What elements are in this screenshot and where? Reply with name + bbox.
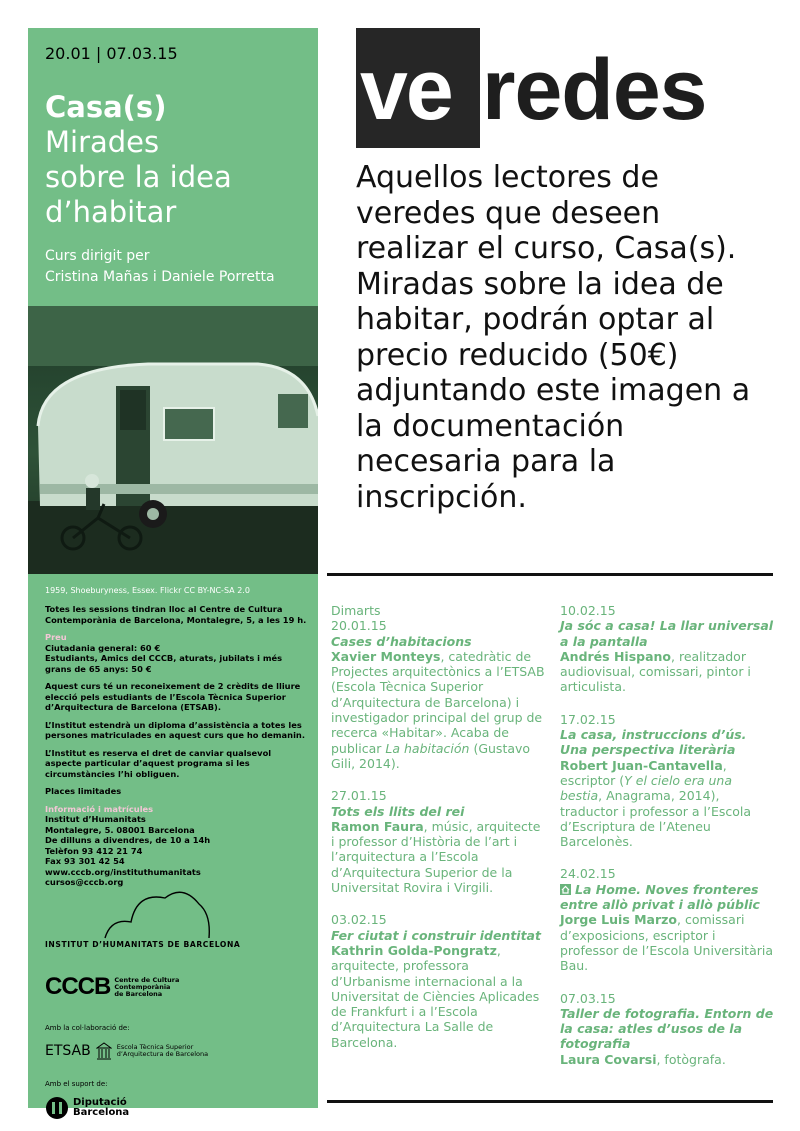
session-title: Fer ciutat i construir identitat — [331, 927, 541, 943]
caravan-illustration — [28, 306, 318, 574]
session-title: Tots els llits del rei — [331, 803, 465, 819]
session-bio: , comissari d’exposicions, escriptor i professor de l’Escola Universitària Bau. — [560, 912, 773, 974]
session-bio-end: (Gustavo Gili, 2014). — [331, 740, 531, 771]
session-date: 24.02.15 — [560, 866, 616, 882]
directors-names: Cristina Mañas i Daniele Porretta — [45, 269, 275, 285]
session-item — [560, 712, 775, 850]
session-title: Cases d’habitacions — [331, 633, 472, 649]
support-label: Amb el suport de: — [45, 1080, 108, 1088]
session-speaker: Laura Covarsi — [560, 1051, 657, 1067]
session-date: 07.03.15 — [560, 990, 616, 1006]
session-bio: , arquitecte, professora d’Urbanisme internacional a la Universitat de Ciències Aplicades de Frankfurt i a l’Escola d’Arquitectura La Salle de Barcelona. — [331, 942, 540, 1050]
etsab-logo-mark: ETSAB — [45, 1043, 91, 1059]
columns-icon — [96, 1042, 112, 1060]
session-item — [560, 866, 775, 973]
session-description — [331, 819, 546, 895]
session-title — [560, 882, 775, 913]
diputacio-line: Barcelona — [73, 1107, 130, 1118]
session-date: 17.02.15 — [560, 711, 616, 727]
session-speaker: Robert Juan-Cantavella — [560, 757, 723, 773]
photo-caption: 1959, Shoeburyness, Essex. Flickr CC BY-NC-SA 2.0 — [45, 586, 250, 595]
top-divider — [327, 573, 773, 576]
session-speaker: Xavier Monteys — [331, 648, 441, 664]
session-book: Y el cielo era una bestia — [560, 772, 733, 804]
session-description — [331, 649, 546, 771]
session-bio: , músic, arquitecte i professor d’Història de l’art i l’arquitectura a l’Escola d’Arquitectura Superior de la Universitat Rovira i Virgili. — [331, 818, 541, 896]
program-column-right — [560, 603, 775, 1084]
session-book: La habitación — [385, 740, 470, 756]
session-description — [560, 912, 775, 973]
discount-announcement: Aquellos lectores de veredes que deseen realizar el curso, Casa(s). Miradas sobre la idea de habitar, podrán optar al precio reducido (50€) adjuntando este imagen a la documentación necesaria para la inscripción. — [356, 160, 751, 515]
contact-link[interactable]: www.cccb.org/instituthumanitats — [45, 866, 201, 877]
contact-line: Montalegre, 5. 08001 Barcelona — [45, 824, 195, 835]
price-heading: Preu — [45, 632, 67, 642]
places-note: Places limitades — [45, 786, 122, 796]
diploma-note: L’Institut estendrà un diploma d’assistència a totes les persones matriculades en aquest curs que ho demanin. — [45, 719, 305, 740]
contact-line: Fax 93 301 42 54 — [45, 856, 125, 866]
session-title: Taller de fotografia. Entorn de la casa: atles d’usos de la fotografia — [560, 1005, 774, 1052]
session-description — [331, 943, 546, 1050]
practical-info — [45, 604, 307, 895]
program-column-left — [331, 603, 546, 1067]
session-speaker: Jorge Luis Marzo — [560, 912, 678, 928]
course-subtitle-line: Mirades — [45, 125, 160, 159]
etsab-logo-text — [117, 1044, 208, 1059]
course-title-bold: Casa(s) — [45, 90, 167, 124]
reservation-note: L’Institut es reserva el dret de canviar qualsevol aspecte particular d’aquest programa si les circumstàncies l’hi obliguen. — [45, 747, 272, 779]
directors-label: Curs dirigit per — [45, 248, 150, 264]
cccb-line: Centre de Cultura — [114, 975, 180, 984]
session-description — [560, 649, 775, 695]
session-bio: , realitzador audiovisual, comissari, pintor i articulista. — [560, 648, 751, 695]
diputacio-emblem-icon — [45, 1096, 69, 1120]
price-general: Ciutadania general: 60 € — [45, 642, 161, 653]
diputacio-logo — [45, 1096, 129, 1120]
contact-line: De dilluns a divendres, de 10 a 14h — [45, 835, 211, 845]
session-date: 10.02.15 — [560, 603, 616, 618]
session-item — [331, 912, 546, 1050]
cccb-line: de Barcelona — [114, 989, 163, 998]
session-item — [331, 603, 546, 771]
veredes-logo-redes: redes — [482, 42, 707, 138]
etsab-line: Escola Tècnica Superior — [116, 1042, 194, 1051]
contact-line: Institut d’Humanitats — [45, 814, 146, 824]
session-item — [331, 788, 546, 895]
course-directors — [45, 246, 275, 288]
caravan-photo — [28, 306, 318, 574]
session-title-text: La Home. Noves fronteres entre allò privat i allò públic — [560, 881, 760, 913]
session-item — [560, 991, 775, 1067]
etsab-line: d’Arquitectura de Barcelona — [116, 1050, 209, 1058]
institut-logo-arcs — [103, 884, 213, 940]
collaboration-label: Amb la col·laboració de: — [45, 1024, 130, 1032]
diputacio-text — [73, 1098, 129, 1118]
session-description — [560, 1052, 775, 1067]
session-description — [560, 758, 775, 850]
session-bio: , catedràtic de Projectes arquitectònics a l’ETSAB (Escola Tècnica Superior d’Arquitectura de Barcelona) i investigador principal del grup de recerca «Habitar». Acaba de publicar — [331, 648, 545, 756]
course-subtitle-line: sobre la idea — [45, 160, 232, 194]
session-bio: , fotògrafa. — [656, 1051, 726, 1067]
session-title: La casa, instruccions d’ús. Una perspectiva literària — [560, 727, 747, 758]
session-date: 27.01.15 — [331, 788, 387, 804]
diputacio-line: Diputació — [73, 1097, 127, 1108]
credits-note: Aquest curs té un reconeixement de 2 crèdits de lliure elecció pels estudiants de l’Escola Tècnica Superior d’Arquitectura de Barcelona (ETSAB). — [45, 681, 301, 712]
session-bio: , escriptor ( — [560, 757, 727, 788]
session-date: 20.01.15 — [331, 618, 387, 634]
contact-block — [45, 804, 307, 888]
session-weekday: Dimarts — [331, 603, 381, 618]
course-info-panel — [28, 28, 318, 1118]
contact-email[interactable]: cursos@cccb.org — [45, 877, 124, 887]
institut-logo-text: INSTITUT D’HUMANITATS DE BARCELONA — [45, 940, 241, 949]
course-subtitle-line: d’habitar — [45, 195, 177, 229]
price-reduced: Estudiants, Amics del CCCB, aturats, jubilats i més grans de 65 anys: 50 € — [45, 653, 283, 674]
session-bio-end: , Anagrama, 2014), traductor i professor a l’Escola d’Escriptura de l’Ateneu Barcelonès. — [560, 788, 752, 850]
price-block — [45, 632, 307, 674]
cccb-line: Contemporània — [114, 982, 171, 991]
session-speaker: Ramon Faura — [331, 818, 424, 834]
session-date: 03.02.15 — [331, 912, 387, 928]
etsab-logo — [45, 1042, 208, 1060]
session-speaker: Kathrin Golda-Pongratz — [331, 942, 497, 958]
course-title — [45, 90, 232, 230]
sessions-note: Totes les sessions tindran lloc al Centre de Cultura Contemporània de Barcelona, Montalegre, 5, a les 19 h. — [45, 604, 307, 625]
session-speaker: Andrés Hispano — [560, 648, 672, 664]
cccb-logo-text — [114, 977, 179, 998]
cccb-logo-mark: CCCB — [45, 973, 111, 1000]
contact-heading: Informació i matrícules — [45, 803, 154, 814]
home-icon — [560, 884, 571, 895]
course-dates: 20.01 | 07.03.15 — [45, 44, 178, 63]
session-title: Ja sóc a casa! La llar universal a la pantalla — [560, 618, 774, 649]
veredes-logo-ve: ve — [360, 42, 452, 138]
cccb-logo — [45, 973, 179, 1001]
session-item — [560, 603, 775, 695]
bottom-divider — [327, 1100, 773, 1103]
contact-line: Telèfon 93 412 21 74 — [45, 845, 143, 856]
